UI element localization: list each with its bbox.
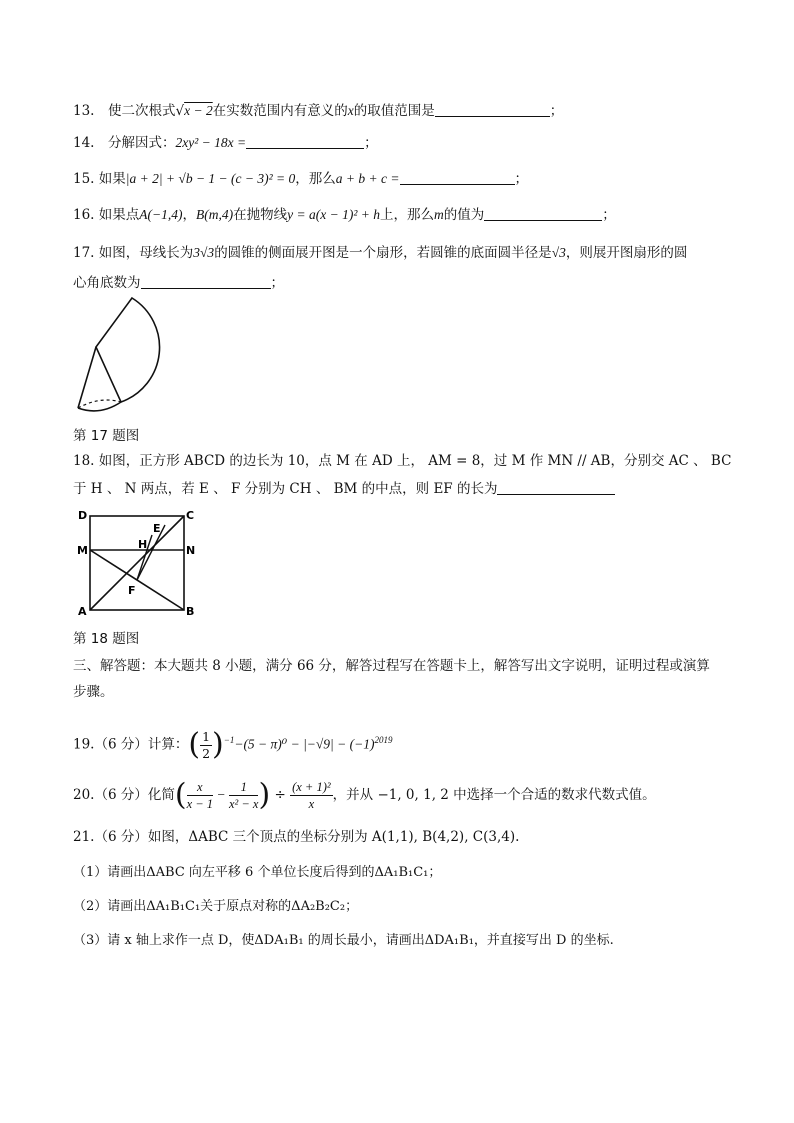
question-21-part3: （3）请 x 轴上求作一点 D，使ΔDA₁B₁ 的周长最小，请画出ΔDA₁B₁，并直接写出 D 的坐标. <box>73 933 614 948</box>
question-14: 14. 分解因式：2xy² − 18x = ； <box>73 135 378 151</box>
question-17-line1: 17. 如图，母线长为3√3的圆锥的侧面展开图是一个扇形，若圆锥的底面圆半径是√3，则展开图扇形的圆 <box>73 245 688 261</box>
answer-blank[interactable] <box>484 207 602 221</box>
fraction-one-half: $\frac{1}{2}$ <box>202 728 211 761</box>
question-21-part2: （2）请画出ΔA₁B₁C₁关于原点对称的ΔA₂B₂C₂； <box>73 899 359 914</box>
question-21: 21.（6 分）如图，ΔABC 三个顶点的坐标分别为 A(1,1), B(4,2), C(3,4). <box>73 829 520 845</box>
question-19: 19.（6 分）计算：( $\frac{1}{2}$ )$^{-1}-(5 - \pi)^0 - |-√9| - (-1)^{2019}$ <box>73 727 393 762</box>
question-18-line1: 18. 如图，正方形 ABCD 的边长为 10，点 M 在 AD 上， AM = 8，过 M 作 MN // AB，分别交 AC 、 BC <box>73 453 732 469</box>
figure-18-caption: 第 18 题图 <box>73 631 140 647</box>
answer-blank[interactable] <box>497 481 615 495</box>
figure-17-caption: 第 17 题图 <box>73 428 140 444</box>
question-16: 16. 如果点A(−1,4)，B(m,4)在抛物线y = a(x − 1)² + h上，那么m的值为 ； <box>73 207 616 223</box>
label-E: E <box>153 522 161 535</box>
label-C: C <box>186 509 195 522</box>
question-20: 20.（6 分）化简( $\frac{x}{x - 1}$ − $\frac{1}{\text{x² − x}}$ ) ÷ $\frac{\text{(x + 1)²}}{x}$ ，并从 −1, 0, 1, 2 中选择一个合适的数求代数式值。 <box>73 777 656 813</box>
sqrt-sign: √ <box>175 103 185 119</box>
label-H: H <box>138 538 148 551</box>
answer-blank[interactable] <box>141 275 271 289</box>
cone-sector-figure <box>70 295 165 417</box>
answer-blank[interactable] <box>435 103 550 117</box>
label-F: F <box>128 584 136 597</box>
question-13: 13. 使二次根式√x − 2在实数范围内有意义的x的取值范围是 ； <box>73 103 564 119</box>
section3-heading: 三、解答题：本大题共 8 小题，满分 66 分，解答过程写在答题卡上，解答写出文字说明，证明过程或演算 <box>73 658 710 674</box>
question-17-line2: 心角底数为 ； <box>73 275 284 291</box>
square-figure <box>74 505 196 620</box>
label-N: N <box>186 544 196 557</box>
question-21-part1: （1）请画出ΔABC 向左平移 6 个单位长度后得到的ΔA₁B₁C₁； <box>73 865 442 880</box>
answer-blank[interactable] <box>246 135 364 149</box>
label-B: B <box>186 605 195 618</box>
question-18-line2: 于 H 、 N 两点，若 E 、 F 分别为 CH 、 BM 的中点，则 EF 的长为 <box>73 480 615 498</box>
question-15: 15. 如果|a + 2| + √b − 1 − (c − 3)² = 0，那么a + b + c = ； <box>73 171 528 187</box>
label-D: D <box>78 509 88 522</box>
answer-blank[interactable] <box>400 171 515 185</box>
label-A: A <box>78 605 87 618</box>
label-M: M <box>77 544 88 557</box>
section3-heading-cont: 步骤。 <box>73 684 114 700</box>
